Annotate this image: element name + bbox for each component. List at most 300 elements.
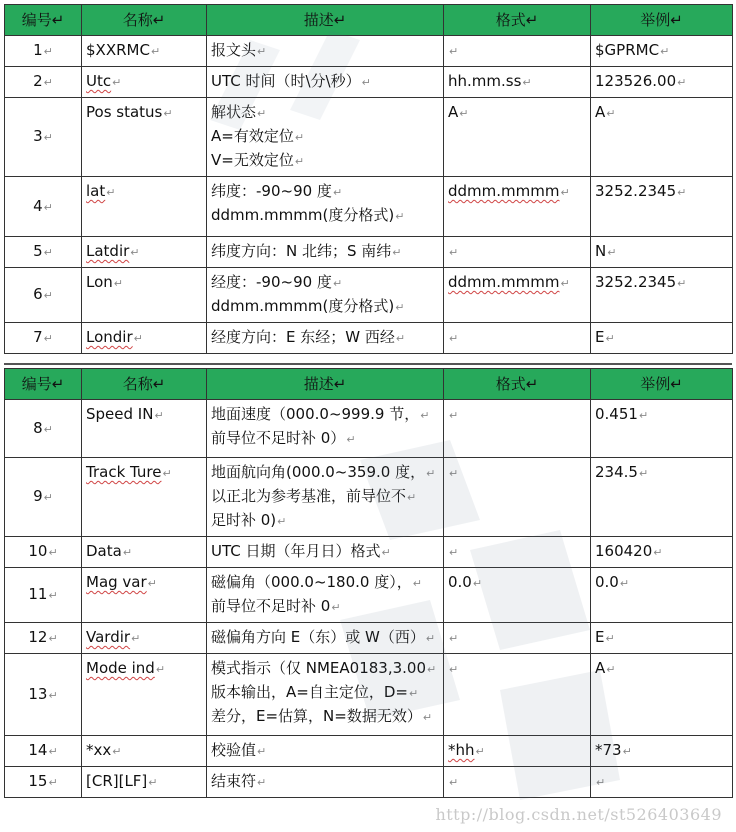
- paragraph-mark-icon: ↵: [133, 332, 143, 345]
- paragraph-mark-icon: ↵: [43, 131, 53, 144]
- description-line: [211, 770, 439, 794]
- cell-number: [5, 67, 82, 98]
- paragraph-mark-icon: ↵: [449, 632, 459, 645]
- cell-number: [5, 654, 82, 736]
- format-text: *hh: [448, 741, 475, 759]
- paragraph-mark-icon: ↵: [475, 745, 485, 758]
- header-cell: [82, 369, 207, 400]
- description-text: ddmm.mmmm(度分格式): [211, 206, 395, 224]
- description-line: [211, 180, 439, 204]
- header-label: 描述: [303, 11, 334, 29]
- cell-name: [82, 400, 207, 458]
- paragraph-mark-icon: ↵: [48, 776, 58, 789]
- format-text: A: [448, 103, 459, 121]
- header-label: 编号: [21, 11, 52, 29]
- description-line: [211, 295, 439, 319]
- cell-example: [591, 268, 733, 323]
- cell-number: [5, 36, 82, 67]
- paragraph-mark-icon: ↵: [112, 76, 122, 89]
- description-text: UTC 日期（年月日）格式: [211, 542, 381, 560]
- paragraph-mark-icon: ↵: [407, 491, 417, 504]
- cell-format: [444, 767, 591, 798]
- cell-description: [207, 654, 444, 736]
- name-text: Vardir: [86, 628, 131, 646]
- paragraph-mark-icon: ↵: [449, 246, 459, 259]
- cell-description: [207, 268, 444, 323]
- description-line: [211, 540, 439, 564]
- paragraph-mark-icon: ↵: [332, 277, 343, 290]
- paragraph-mark-icon: ↵: [395, 210, 405, 223]
- description-line: [211, 427, 439, 451]
- description-text: 纬度方向：N 北纬；S 南纬: [211, 242, 392, 260]
- paragraph-mark-icon: ↵: [113, 277, 123, 290]
- description-text: 经度：-90~90 度: [211, 273, 332, 291]
- cell-example: [591, 177, 733, 237]
- paragraph-mark-icon: ↵: [660, 45, 670, 58]
- divider-line: [4, 363, 732, 365]
- paragraph-mark-icon: ↵: [560, 277, 570, 290]
- paragraph-mark-icon: ↵: [449, 546, 459, 559]
- paragraph-mark-icon: ↵: [148, 776, 158, 789]
- paragraph-mark-icon: ↵: [163, 107, 173, 120]
- description-line: [211, 326, 439, 350]
- paragraph-mark-icon: ↵: [560, 186, 570, 199]
- number-text: 3: [33, 127, 43, 145]
- header-cell: [82, 5, 207, 36]
- table-row: [5, 268, 733, 323]
- description-line: [211, 101, 439, 125]
- cell-example: [591, 654, 733, 736]
- name-text: $XXRMC: [86, 41, 150, 59]
- paragraph-mark-icon: ↵: [522, 76, 532, 89]
- description-text: 经度方向：E 东经；W 西经: [211, 328, 395, 346]
- paragraph-mark-icon: ↵: [333, 375, 347, 393]
- number-text: 1: [33, 41, 43, 59]
- cell-format: [444, 98, 591, 177]
- paragraph-mark-icon: ↵: [150, 45, 161, 58]
- cell-example: [591, 736, 733, 767]
- cell-description: [207, 537, 444, 568]
- header-label: 编号: [21, 375, 52, 393]
- description-line: [211, 461, 439, 485]
- cell-description: [207, 458, 444, 537]
- paragraph-mark-icon: ↵: [605, 332, 615, 345]
- header-cell: [591, 5, 733, 36]
- description-text: 前导位不足时补 0）: [211, 429, 346, 447]
- number-text: 7: [33, 328, 43, 346]
- paragraph-mark-icon: ↵: [449, 467, 459, 480]
- paragraph-mark-icon: ↵: [677, 277, 687, 290]
- cell-name: [82, 237, 207, 268]
- header-label: 格式: [495, 11, 526, 29]
- paragraph-mark-icon: ↵: [43, 45, 53, 58]
- paragraph-mark-icon: ↵: [48, 688, 58, 702]
- number-text: 5: [33, 242, 43, 260]
- header-label: 举例: [640, 11, 671, 29]
- header-cell: [5, 5, 82, 36]
- paragraph-mark-icon: ↵: [48, 546, 58, 559]
- description-text: 差分，E=估算，N=数据无效）: [211, 707, 422, 725]
- example-text: 0.0: [595, 573, 619, 591]
- cell-description: [207, 177, 444, 237]
- number-text: 13: [28, 684, 48, 703]
- paragraph-mark-icon: ↵: [670, 11, 683, 29]
- table-row: [5, 98, 733, 177]
- cell-description: [207, 767, 444, 798]
- cell-format: [444, 400, 591, 458]
- paragraph-mark-icon: ↵: [653, 546, 663, 559]
- paragraph-mark-icon: ↵: [48, 589, 58, 602]
- paragraph-mark-icon: ↵: [346, 433, 356, 446]
- format-text: 0.0: [448, 573, 472, 591]
- paragraph-mark-icon: ↵: [257, 45, 267, 58]
- table-row: [5, 67, 733, 98]
- cell-description: [207, 623, 444, 654]
- description-text: 模式指示（仅 NMEA0183,3.00: [211, 659, 427, 677]
- cell-example: [591, 568, 733, 623]
- cell-description: [207, 736, 444, 767]
- name-text: lat: [86, 182, 106, 200]
- paragraph-mark-icon: ↵: [412, 577, 422, 590]
- rmc-table-part1: [4, 4, 733, 354]
- name-text: *xx: [86, 741, 112, 759]
- paragraph-mark-icon: ↵: [155, 663, 166, 676]
- paragraph-mark-icon: ↵: [154, 409, 164, 422]
- paragraph-mark-icon: ↵: [43, 200, 53, 214]
- paragraph-mark-icon: ↵: [112, 745, 122, 758]
- table-row: [5, 400, 733, 458]
- description-line: [211, 705, 439, 729]
- cell-format: [444, 67, 591, 98]
- paragraph-mark-icon: ↵: [596, 776, 606, 789]
- paragraph-mark-icon: ↵: [43, 289, 53, 302]
- description-line: [211, 681, 439, 705]
- paragraph-mark-icon: ↵: [131, 632, 141, 645]
- paragraph-mark-icon: ↵: [51, 11, 65, 29]
- table-row: [5, 767, 733, 798]
- name-text: Track Ture: [86, 463, 162, 481]
- table-row: [5, 458, 733, 537]
- paragraph-mark-icon: ↵: [147, 577, 157, 590]
- example-text: E: [595, 328, 605, 346]
- header-row: [5, 369, 733, 400]
- example-text: 123526.00: [595, 72, 677, 90]
- cell-name: [82, 98, 207, 177]
- description-text: 磁偏角方向 E（东）或 W（西）: [211, 628, 425, 646]
- name-text: Data: [86, 542, 122, 560]
- section-divider: [4, 354, 732, 368]
- table-row: [5, 237, 733, 268]
- format-text: hh.mm.ss: [448, 72, 522, 90]
- cell-format: [444, 268, 591, 323]
- description-text: 地面速度（000.0~999.9 节，: [211, 405, 420, 423]
- paragraph-mark-icon: ↵: [426, 467, 436, 480]
- header-cell: [444, 5, 591, 36]
- cell-example: [591, 98, 733, 177]
- description-line: [211, 739, 439, 763]
- description-text: A=有效定位: [211, 127, 294, 145]
- description-line: [211, 509, 439, 533]
- cell-format: [444, 323, 591, 354]
- cell-name: [82, 568, 207, 623]
- table-row: [5, 568, 733, 623]
- description-text: 地面航向角(000.0~359.0 度，: [211, 463, 426, 481]
- paragraph-mark-icon: ↵: [459, 107, 469, 120]
- paragraph-mark-icon: ↵: [277, 515, 287, 528]
- table-row: [5, 654, 733, 736]
- paragraph-mark-icon: ↵: [670, 375, 683, 393]
- paragraph-mark-icon: ↵: [622, 745, 632, 758]
- description-line: [211, 204, 439, 228]
- cell-number: [5, 323, 82, 354]
- paragraph-mark-icon: ↵: [257, 107, 267, 120]
- paragraph-mark-icon: ↵: [43, 76, 53, 89]
- paragraph-mark-icon: ↵: [425, 632, 436, 645]
- example-text: N: [595, 242, 607, 260]
- table-row: [5, 177, 733, 237]
- paragraph-mark-icon: ↵: [449, 776, 459, 789]
- cell-name: [82, 458, 207, 537]
- cell-number: [5, 568, 82, 623]
- cell-format: [444, 537, 591, 568]
- description-text: 报文头: [211, 41, 257, 59]
- paragraph-mark-icon: ↵: [449, 332, 459, 345]
- cell-example: [591, 623, 733, 654]
- table-row: [5, 537, 733, 568]
- paragraph-mark-icon: ↵: [43, 422, 53, 436]
- table-row: [5, 736, 733, 767]
- paragraph-mark-icon: ↵: [677, 186, 687, 199]
- description-line: [211, 595, 439, 619]
- cell-description: [207, 323, 444, 354]
- number-text: 15: [28, 772, 48, 790]
- header-row: [5, 5, 733, 36]
- description-line: [211, 485, 439, 509]
- cell-number: [5, 177, 82, 237]
- number-text: 8: [33, 418, 43, 437]
- paragraph-mark-icon: ↵: [606, 663, 616, 676]
- number-text: 6: [33, 285, 43, 303]
- header-label: 描述: [303, 375, 334, 393]
- paragraph-mark-icon: ↵: [257, 745, 267, 758]
- header-label: 名称: [122, 11, 153, 29]
- description-text: 以正北为参考基准，前导位不: [211, 487, 407, 505]
- cell-example: [591, 36, 733, 67]
- paragraph-mark-icon: ↵: [331, 601, 341, 614]
- paragraph-mark-icon: ↵: [130, 246, 140, 259]
- name-text: Latdir: [86, 242, 130, 260]
- cell-name: [82, 654, 207, 736]
- paragraph-mark-icon: ↵: [257, 776, 267, 789]
- header-cell: [207, 369, 444, 400]
- cell-format: [444, 177, 591, 237]
- paragraph-mark-icon: ↵: [381, 546, 391, 559]
- name-text: Pos status: [86, 103, 163, 121]
- description-text: UTC 时间（时\分\秒）: [211, 72, 361, 90]
- paragraph-mark-icon: ↵: [332, 186, 343, 199]
- cell-format: [444, 36, 591, 67]
- example-text: 3252.2345: [595, 273, 677, 291]
- cell-name: [82, 268, 207, 323]
- paragraph-mark-icon: ↵: [294, 155, 305, 168]
- description-text: 足时补 0): [211, 511, 277, 529]
- description-line: [211, 403, 439, 427]
- paragraph-mark-icon: ↵: [677, 76, 687, 89]
- cell-format: [444, 237, 591, 268]
- description-line: [211, 657, 439, 681]
- cell-name: [82, 36, 207, 67]
- cell-format: [444, 458, 591, 537]
- cell-description: [207, 67, 444, 98]
- number-text: 12: [28, 628, 48, 646]
- paragraph-mark-icon: ↵: [392, 246, 402, 259]
- cell-name: [82, 537, 207, 568]
- paragraph-mark-icon: ↵: [449, 663, 459, 676]
- cell-name: [82, 177, 207, 237]
- cell-format: [444, 568, 591, 623]
- name-text: Utc: [86, 72, 112, 90]
- paragraph-mark-icon: ↵: [607, 246, 617, 259]
- example-text: E: [595, 628, 605, 646]
- paragraph-mark-icon: ↵: [449, 409, 459, 422]
- description-line: [211, 149, 439, 173]
- paragraph-mark-icon: ↵: [43, 491, 53, 504]
- header-cell: [444, 369, 591, 400]
- cell-name: [82, 323, 207, 354]
- paragraph-mark-icon: ↵: [605, 632, 615, 645]
- format-text: ddmm.mmmm: [448, 182, 560, 200]
- description-text: 结束符: [211, 772, 257, 790]
- name-text: Mag var: [86, 573, 147, 591]
- header-cell: [591, 369, 733, 400]
- watermark-text: http://blog.csdn.net/st526403649: [435, 805, 722, 824]
- example-text: 160420: [595, 542, 653, 560]
- paragraph-mark-icon: ↵: [152, 11, 166, 29]
- description-text: 纬度：-90~90 度: [211, 182, 332, 200]
- cell-number: [5, 537, 82, 568]
- cell-description: [207, 400, 444, 458]
- header-cell: [5, 369, 82, 400]
- paragraph-mark-icon: ↵: [606, 107, 616, 120]
- paragraph-mark-icon: ↵: [638, 409, 649, 422]
- cell-name: [82, 767, 207, 798]
- cell-number: [5, 237, 82, 268]
- description-text: V=无效定位: [211, 151, 294, 169]
- name-text: [CR][LF]: [86, 772, 148, 790]
- cell-name: [82, 623, 207, 654]
- cell-example: [591, 237, 733, 268]
- description-text: 磁偏角（000.0~180.0 度），: [211, 573, 412, 591]
- cell-description: [207, 237, 444, 268]
- paragraph-mark-icon: ↵: [395, 332, 406, 345]
- description-line: [211, 571, 439, 595]
- paragraph-mark-icon: ↵: [294, 131, 305, 144]
- table-row: [5, 36, 733, 67]
- cell-format: [444, 654, 591, 736]
- example-text: 0.451: [595, 405, 638, 423]
- cell-example: [591, 67, 733, 98]
- number-text: 10: [28, 542, 48, 560]
- cell-format: [444, 623, 591, 654]
- cell-example: [591, 537, 733, 568]
- description-line: [211, 39, 439, 63]
- number-text: 2: [33, 72, 43, 90]
- paragraph-mark-icon: ↵: [361, 76, 371, 89]
- name-text: Mode ind: [86, 659, 155, 677]
- example-text: A: [595, 103, 606, 121]
- name-text: Speed IN: [86, 405, 154, 423]
- paragraph-mark-icon: ↵: [427, 663, 437, 676]
- cell-number: [5, 458, 82, 537]
- header-label: 举例: [640, 375, 671, 393]
- paragraph-mark-icon: ↵: [48, 632, 58, 645]
- name-text: Londir: [86, 328, 133, 346]
- paragraph-mark-icon: ↵: [152, 375, 166, 393]
- paragraph-mark-icon: ↵: [51, 375, 65, 393]
- cell-example: [591, 323, 733, 354]
- cell-number: [5, 98, 82, 177]
- format-text: ddmm.mmmm: [448, 273, 560, 291]
- description-line: [211, 626, 439, 650]
- cell-name: [82, 736, 207, 767]
- paragraph-mark-icon: ↵: [472, 577, 483, 590]
- rmc-table-part2: [4, 368, 733, 798]
- description-text: 解状态: [211, 103, 257, 121]
- cell-number: [5, 400, 82, 458]
- example-text: 234.5: [595, 463, 638, 481]
- number-text: 11: [28, 585, 48, 603]
- paragraph-mark-icon: ↵: [122, 546, 133, 559]
- description-text: 校验值: [211, 741, 257, 759]
- description-text: ddmm.mmmm(度分格式): [211, 297, 395, 315]
- description-line: [211, 70, 439, 94]
- paragraph-mark-icon: ↵: [333, 11, 347, 29]
- name-text: Lon: [86, 273, 113, 291]
- table-row: [5, 323, 733, 354]
- cell-number: [5, 767, 82, 798]
- number-text: 9: [33, 487, 43, 505]
- paragraph-mark-icon: ↵: [162, 467, 172, 480]
- example-text: 3252.2345: [595, 182, 677, 200]
- header-cell: [207, 5, 444, 36]
- description-text: 前导位不足时补 0: [211, 597, 331, 615]
- example-text: $GPRMC: [595, 41, 660, 59]
- cell-name: [82, 67, 207, 98]
- paragraph-mark-icon: ↵: [106, 186, 116, 199]
- number-text: 4: [33, 196, 43, 215]
- description-line: [211, 240, 439, 264]
- paragraph-mark-icon: ↵: [395, 301, 405, 314]
- cell-description: [207, 98, 444, 177]
- cell-example: [591, 400, 733, 458]
- paragraph-mark-icon: ↵: [449, 45, 459, 58]
- cell-format: [444, 736, 591, 767]
- cell-number: [5, 736, 82, 767]
- example-text: *73: [595, 741, 622, 759]
- cell-example: [591, 458, 733, 537]
- cell-example: [591, 767, 733, 798]
- table-row: [5, 623, 733, 654]
- header-label: 格式: [495, 375, 526, 393]
- paragraph-mark-icon: ↵: [638, 467, 649, 480]
- cell-number: [5, 268, 82, 323]
- paragraph-mark-icon: ↵: [43, 332, 53, 345]
- paragraph-mark-icon: ↵: [43, 246, 53, 259]
- paragraph-mark-icon: ↵: [48, 745, 58, 758]
- description-line: [211, 271, 439, 295]
- document: [4, 4, 732, 798]
- paragraph-mark-icon: ↵: [422, 711, 433, 724]
